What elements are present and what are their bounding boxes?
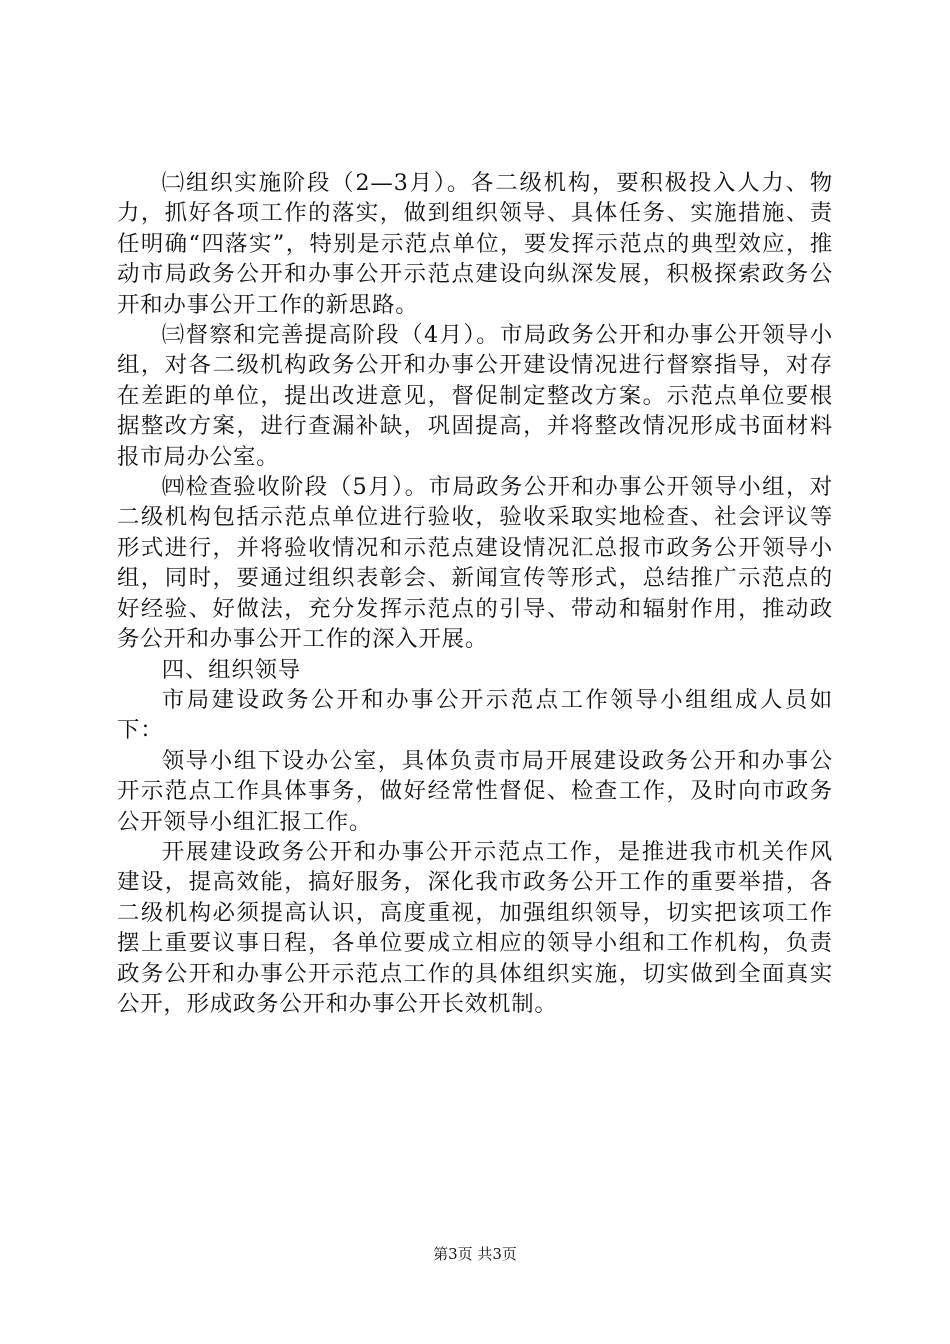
paragraph-conclusion: 开展建设政务公开和办事公开示范点工作，是推进我市机关作风建设，提高效能，搞好服务，深化我市政务公开工作的重要举措，各二级机构必须提高认识，高度重视，加强组织领导，切实把该项工作摆上重要议事日程，各单位要成立相应的领导小组和工作机构，负责政务公开和办事公开示范点工作的具体组织实施，切实做到全面真实公开，形成政务公开和办事公开长效机制。 (117, 838, 833, 1017)
paragraph-stage-3: ㈢督察和完善提高阶段（4月）。市局政务公开和办事公开领导小组，对各二级机构政务公开和办事公开建设情况进行督察指导，对存在差距的单位，提出改进意见，督促制定整改方案。示范点单位要根据整改方案，进行查漏补缺，巩固提高，并将整改情况形成书面材料报市局办公室。 (117, 322, 833, 470)
paragraph-stage-2: ㈡组织实施阶段（2—3月）。各二级机构，要积极投入人力、物力，抓好各项工作的落实，做到组织领导、具体任务、实施措施、责任明确“四落实”，特别是示范点单位，要发挥示范点的典型效应，推动市局政务公开和办事公开示范点建设向纵深发展，积极探索政务公开和办事公开工作的新思路。 (117, 170, 833, 318)
document-body (117, 168, 833, 1019)
paragraph-stage-4: ㈣检查验收阶段（5月）。市局政务公开和办事公开领导小组，对二级机构包括示范点单位进行验收，验收采取实地检查、社会评议等形式进行，并将验收情况和示范点建设情况汇总报市政务公开领导小组，同时，要通过组织表彰会、新闻宣传等形式，总结推广示范点的好经验、好做法，充分发挥示范点的引导、带动和辐射作用，推动政务公开和办事公开工作的深入开展。 (117, 474, 833, 653)
paragraph-members: 市局建设政务公开和办事公开示范点工作领导小组组成人员如下： (117, 686, 833, 744)
page-footer: 第3页 共3页 (433, 1245, 517, 1263)
paragraph-office: 领导小组下设办公室，具体负责市局开展建设政务公开和办事公开示范点工作具体事务，做好经常性督促、检查工作，及时向市政务公开领导小组汇报工作。 (117, 747, 833, 835)
section-heading-organization: 四、组织领导 (161, 656, 301, 683)
